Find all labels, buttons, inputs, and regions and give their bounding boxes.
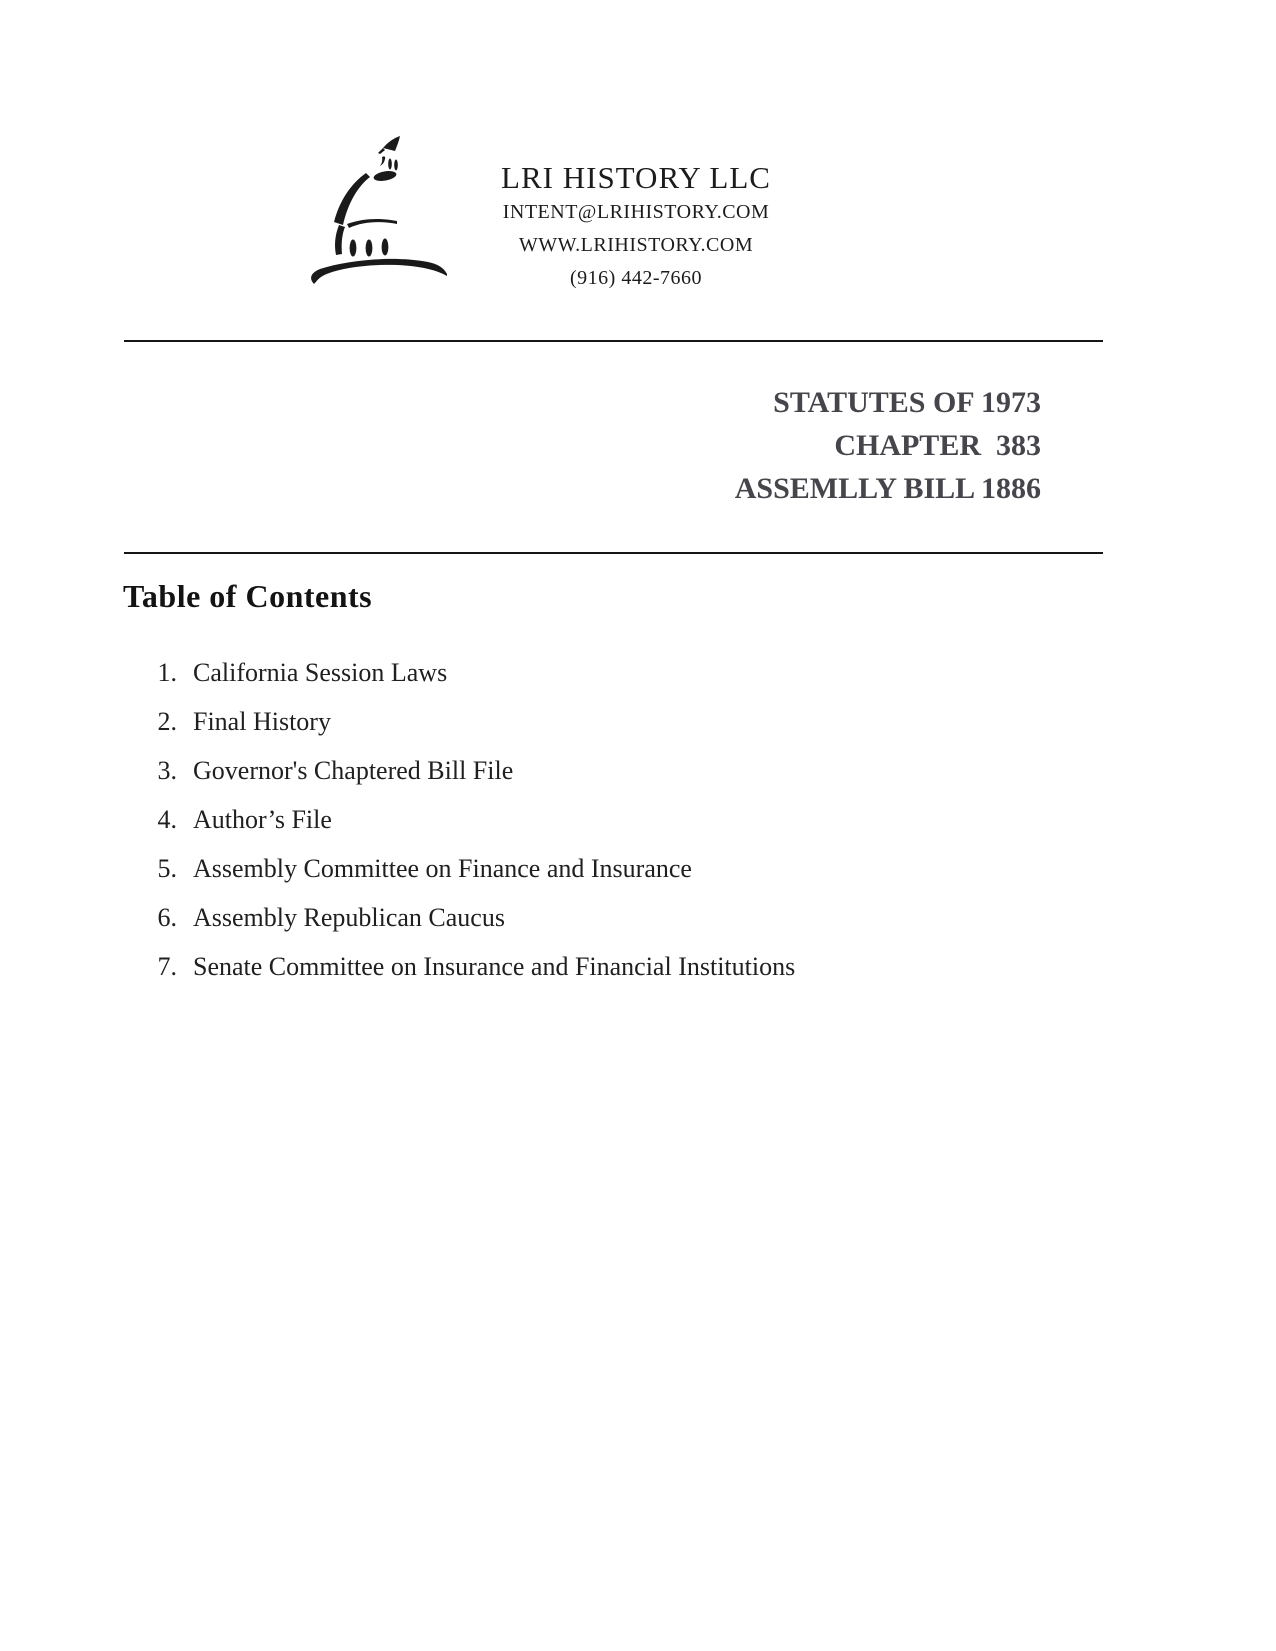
- toc-item: [124, 844, 795, 893]
- toc-item-number: 6.: [157, 903, 177, 932]
- toc-item: [124, 648, 795, 697]
- statutes-title-block: [735, 381, 1041, 510]
- toc-item-label: Governor's Chaptered Bill File: [193, 756, 514, 785]
- horizontal-rule-bottom: [124, 552, 1103, 554]
- toc-item-number: 5.: [157, 854, 177, 883]
- company-name: LRI HISTORY LLC: [501, 160, 771, 195]
- capitol-dome-logo-icon: [306, 133, 450, 293]
- toc-item: [124, 942, 795, 991]
- company-email: INTENT@LRIHISTORY.COM: [502, 201, 770, 223]
- toc-item-label: Senate Committee on Insurance and Financial Institutions: [193, 952, 796, 981]
- toc-item-label: Assembly Republican Caucus: [193, 903, 505, 932]
- toc-item-label: Assembly Committee on Finance and Insurance: [193, 854, 692, 883]
- toc-item: [124, 795, 795, 844]
- toc-item-label: California Session Laws: [193, 658, 448, 687]
- toc-item: [124, 697, 795, 746]
- statutes-line: STATUTES OF 1973: [773, 386, 1041, 419]
- toc-item: [124, 893, 795, 942]
- toc-item-number: 3.: [157, 756, 177, 785]
- toc-item-label: Final History: [193, 707, 331, 736]
- toc-item-number: 2.: [157, 707, 177, 736]
- toc-item-number: 4.: [157, 805, 177, 834]
- horizontal-rule-top: [124, 340, 1103, 342]
- toc-heading: Table of Contents: [123, 578, 373, 614]
- toc-item-label: Author’s File: [193, 805, 332, 834]
- chapter-line: CHAPTER 383: [834, 429, 1041, 462]
- assembly-bill-line: ASSEMLLY BILL 1886: [734, 472, 1041, 505]
- toc-list: [124, 648, 795, 991]
- company-phone: (916) 442-7660: [570, 267, 702, 289]
- company-website: WWW.LRIHISTORY.COM: [518, 234, 754, 256]
- toc-item: [124, 746, 795, 795]
- toc-item-number: 7.: [157, 952, 177, 981]
- letterhead: [456, 160, 816, 295]
- toc-item-number: 1.: [157, 658, 177, 687]
